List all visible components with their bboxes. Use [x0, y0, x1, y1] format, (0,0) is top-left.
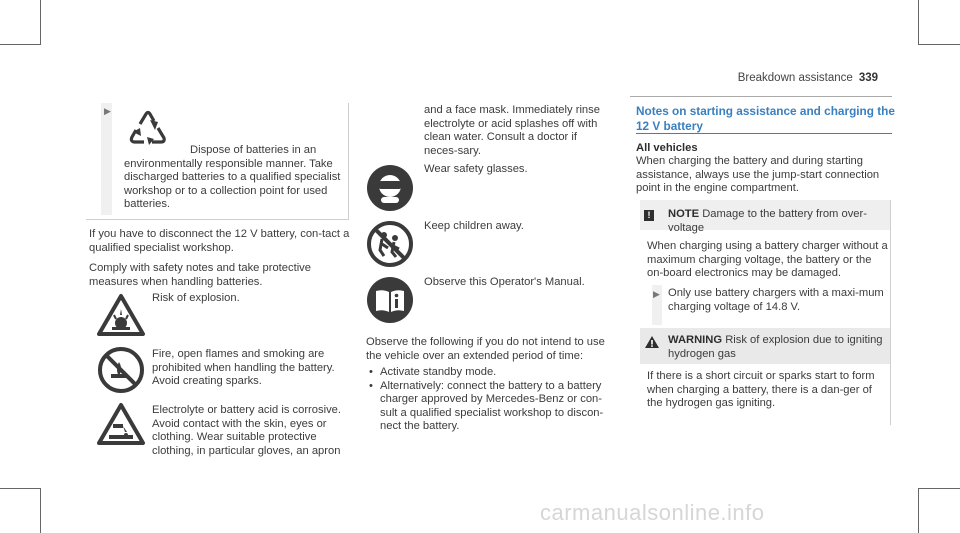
storage-bullet-list [366, 366, 618, 434]
notice-icon: ! [644, 210, 654, 221]
page-header [738, 72, 878, 84]
warning-body: If there is a short circuit or sparks start to form when charging a battery, there is a dan-ger of the hydrogen gas igniting. [647, 370, 875, 410]
note-heading [668, 208, 886, 235]
warning-triangle-icon [645, 335, 659, 347]
crop-mark [0, 488, 40, 489]
note-body: When charging using a battery charger without a maximum charging voltage, the battery or the on-board electronics may be damaged. [647, 240, 888, 280]
intro-text: When charging the battery and during starting assistance, always use the jump-start connection point in the engine compartment. [636, 155, 880, 195]
no-fire-smoking-icon [97, 346, 145, 394]
disconnect-paragraph: If you have to disconnect the 12 V battery, con-tact a qualified specialist workshop. [89, 228, 350, 254]
procedure-bar [101, 103, 112, 215]
continued-text: and a face mask. Immediately rinse electrolyte or acid splashes off with clean water. Consult a doctor if neces-sary. [424, 104, 600, 157]
corrosive-warning-icon [96, 402, 146, 446]
warning-heading [668, 334, 888, 361]
list-item: • Alternatively: connect the battery to a battery charger approved by Mercedes-Benz or con-sult a qualified specialist workshop to discon-nect the battery. [366, 380, 618, 434]
crop-mark [918, 0, 919, 45]
crop-mark [40, 0, 41, 45]
corrosive-text: Electrolyte or battery acid is corrosive. Avoid contact with the skin, eyes or clothing. Wear suitable protective clothing, in particular gloves, an apron [152, 404, 342, 457]
crop-mark [918, 44, 960, 45]
operators-manual-icon [366, 276, 414, 324]
safety-glasses-icon [366, 164, 414, 212]
list-item: • Activate standby mode. [366, 366, 618, 380]
title-rule [636, 133, 892, 134]
crop-mark [918, 488, 919, 533]
section-title: Notes on starting assistance and charging the 12 V battery [636, 104, 895, 133]
crop-mark [40, 488, 41, 533]
crop-mark [918, 488, 960, 489]
no-fire-text: Fire, open flames and smoking are prohibited when handling the battery. Avoid creating sparks. [152, 348, 335, 388]
keep-children-text: Keep children away. [424, 220, 524, 232]
keep-children-away-icon [366, 220, 414, 268]
safety-paragraph: Comply with safety notes and take protective measures when handling batteries. [89, 262, 311, 288]
section-name: Breakdown assistance [737, 72, 853, 84]
header-rule [630, 96, 892, 97]
observe-text: Observe the following if you do not intend to use the vehicle over an extended period of time: [366, 336, 605, 362]
note-label: NOTE [668, 208, 700, 220]
action-arrow-icon: ▶ [653, 289, 660, 299]
safety-glasses-text: Wear safety glasses. [424, 163, 528, 175]
note-heading-text: Damage to the battery from over-voltage [668, 208, 867, 234]
note-action: Only use battery chargers with a maxi-mum charging voltage of 14.8 V. [668, 287, 884, 313]
explosion-warning-icon [96, 293, 146, 337]
action-arrow-icon: ▶ [104, 106, 111, 116]
warning-label: WARNING [668, 334, 723, 346]
subhead-all-vehicles: All vehicles [636, 142, 698, 154]
page-number: 339 [858, 72, 878, 84]
watermark: carmanualsonline.info [540, 500, 765, 525]
disposal-text: Dispose of batteries in an environmentally responsible manner. Take discharged batteries to a qualified specialist workshop or to a collection point for used batteries. [124, 144, 341, 211]
warning-heading-text: Risk of explosion due to igniting hydrogen gas [668, 334, 883, 360]
explosion-text: Risk of explosion. [152, 292, 240, 304]
manual-text: Observe this Operator's Manual. [424, 276, 585, 288]
crop-mark [0, 44, 40, 45]
